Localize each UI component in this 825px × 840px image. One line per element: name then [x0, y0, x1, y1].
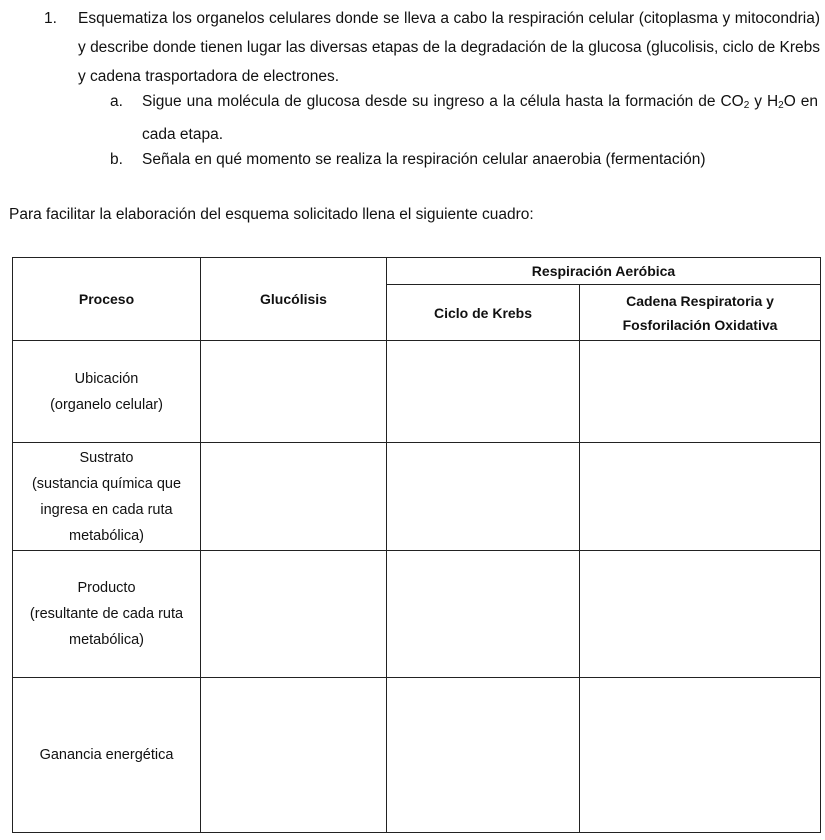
item-a-label: a.: [110, 93, 123, 110]
row-label-substrate: Sustrato (sustancia química que ingresa en cada ruta metabólica): [13, 443, 201, 551]
item-b-text: Señala en qué momento se realiza la respiración celular anaerobia (fermentación): [142, 151, 706, 168]
cell-energy-glycolysis[interactable]: [201, 678, 387, 833]
cell-energy-krebs[interactable]: [387, 678, 580, 833]
cell-product-krebs[interactable]: [387, 551, 580, 678]
cell-substrate-krebs[interactable]: [387, 443, 580, 551]
header-glycolysis: Glucólisis: [201, 258, 387, 341]
cell-location-glycolysis[interactable]: [201, 341, 387, 443]
cell-substrate-chain[interactable]: [580, 443, 821, 551]
respiration-table: [12, 257, 821, 833]
row-label-location: Ubicación (organelo celular): [13, 341, 201, 443]
cell-energy-chain[interactable]: [580, 678, 821, 833]
cell-product-glycolysis[interactable]: [201, 551, 387, 678]
cell-substrate-glycolysis[interactable]: [201, 443, 387, 551]
item-b-label: b.: [110, 151, 123, 168]
cell-location-chain[interactable]: [580, 341, 821, 443]
cell-location-krebs[interactable]: [387, 341, 580, 443]
header-process: Proceso: [13, 258, 201, 341]
row-label-energy: Ganancia energética: [13, 678, 201, 833]
header-chain: Cadena Respiratoria y Fosforilación Oxidativa: [580, 285, 821, 341]
row-label-product: Producto (resultante de cada ruta metabólica): [13, 551, 201, 678]
item-a-text: Sigue una molécula de glucosa desde su ingreso a la célula hasta la formación de $CO_2$ y $H_2O$ en cada etapa.: [142, 93, 818, 143]
cell-product-chain[interactable]: [580, 551, 821, 678]
header-krebs: Ciclo de Krebs: [387, 285, 580, 341]
intro-text: Para facilitar la elaboración del esquema solicitado llena el siguiente cuadro:: [9, 206, 534, 223]
question-number: 1.: [44, 10, 57, 27]
question-text: Esquematiza los organelos celulares donde se lleva a cabo la respiración celular (citoplasma y mitocondria) y describe donde tienen lugar las diversas etapas de la degradación de la glucosa (glucolisis, ciclo de Krebs y cadena trasportadora de electrones.: [78, 10, 820, 85]
header-aerobic: Respiración Aeróbica: [387, 258, 821, 285]
